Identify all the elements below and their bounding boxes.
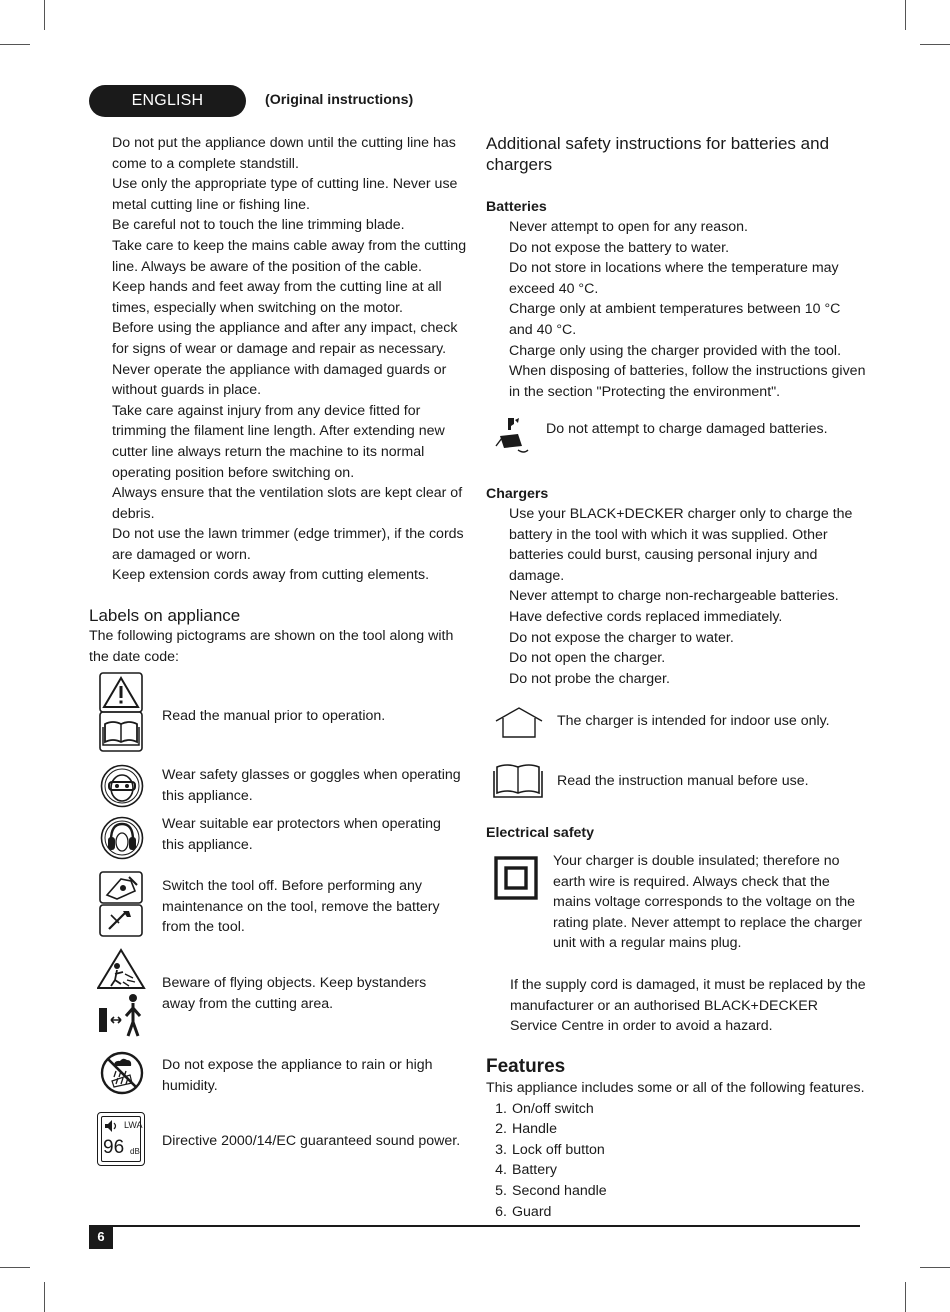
ear-protectors-icon [100, 816, 144, 860]
safety-item: Before using the appliance and after any impact, check for signs of wear or damage and repair as necessary. [112, 320, 458, 357]
feature-label: Handle [512, 1121, 557, 1138]
feature-number: 3. [495, 1141, 507, 1158]
feature-item [486, 1099, 866, 1120]
pictogram-text: Wear safety glasses or goggles when operating this appliance. [162, 767, 461, 804]
electrical-safety-heading: Electrical safety [486, 825, 595, 841]
feature-item [486, 1119, 866, 1140]
safety-item: Keep extension cords away from cutting elements. [112, 567, 430, 584]
charger-item: Do not probe the charger. [509, 670, 670, 687]
flying-objects-icon [97, 948, 147, 1040]
charger-item: Do not open the charger. [509, 650, 666, 667]
safety-item: Do not use the lawn trimmer (edge trimmer), if the cords are damaged or worn. [112, 526, 464, 563]
right-column [486, 133, 866, 402]
indoor-use-text: The charger is intended for indoor use only. [557, 713, 830, 729]
feature-item [486, 1140, 866, 1161]
charger-item: Use your BLACK+DECKER charger only to charge the battery in the tool with which it was supplied. Other batteries could burst, causing personal injury and damage. [509, 506, 853, 584]
speaker-icon [104, 1119, 118, 1133]
battery-item: Never attempt to open for any reason. [509, 219, 748, 235]
feature-number: 6. [495, 1203, 507, 1220]
feature-number: 2. [495, 1121, 507, 1138]
features-intro: This appliance includes some or all of the following features. [486, 1080, 865, 1096]
feature-label: Second handle [512, 1182, 607, 1199]
sound-value: 96 [103, 1137, 125, 1158]
battery-safety-heading: Additional safety instructions for batteries and chargers [486, 134, 830, 174]
pictogram-text: Switch the tool off. Before performing any maintenance on the tool, remove the battery from the tool. [162, 878, 440, 936]
battery-item: Do not store in locations where the temperature may exceed 40 °C. [509, 260, 839, 297]
crop-mark [0, 1267, 30, 1268]
double-insulated-text: Your charger is double insulated; therefore no earth wire is required. Always check that the mains voltage corresponds to the voltage on the rating plate. Never attempt to replace the charger unit with a regular mains plug. [553, 853, 863, 952]
feature-number: 4. [495, 1162, 507, 1179]
batteries-list [486, 217, 866, 402]
safety-item: Keep hands and feet away from the cutting line at all times, especially when switching on the motor. [112, 279, 442, 316]
charger-item: Have defective cords replaced immediately. [509, 608, 783, 625]
labels-intro: The following pictograms are shown on the tool along with the date code: [89, 628, 454, 665]
switch-off-maintenance-icon [99, 871, 143, 937]
sound-unit: dB [130, 1147, 140, 1156]
feature-item [486, 1202, 866, 1223]
features-heading: Features [486, 1056, 566, 1077]
safety-item: Never operate the appliance with damaged guards or without guards in place. [112, 361, 447, 399]
original-instructions-label: (Original instructions) [265, 92, 414, 108]
battery-item: Charge only at ambient temperatures between 10 °C and 40 °C. [509, 301, 841, 338]
safety-item: Take care against injury from any device fitted for trimming the filament line length. After extending new cutter line always return the machine to its normal operating position before switching on. [112, 402, 445, 481]
sound-power-badge [97, 1112, 145, 1166]
footer-rule [89, 1225, 860, 1227]
safety-list [89, 133, 469, 586]
charger-item: Do not expose the charger to water. [509, 629, 734, 646]
instruction-manual-icon [493, 762, 543, 800]
crop-mark [920, 44, 950, 45]
pictogram-text: Read the manual prior to operation. [162, 708, 386, 724]
damaged-battery-icon [494, 416, 532, 456]
feature-label: Battery [512, 1162, 557, 1179]
sound-label: LWA [124, 1120, 143, 1130]
labels-heading: Labels on appliance [89, 606, 241, 626]
double-insulated-icon [494, 856, 538, 900]
instruction-manual-text: Read the instruction manual before use. [557, 773, 809, 789]
features-list [486, 1099, 866, 1223]
language-badge: ENGLISH [89, 85, 246, 117]
battery-item: Charge only using the charger provided with the tool. [509, 342, 842, 359]
chargers-list [486, 504, 866, 689]
no-rain-icon [100, 1051, 144, 1095]
damaged-battery-text: Do not attempt to charge damaged batteries. [546, 421, 828, 437]
crop-mark [44, 0, 45, 30]
pictogram-text: Beware of flying objects. Keep bystanders away from the cutting area. [162, 975, 427, 1012]
features-section [486, 1056, 866, 1222]
crop-mark [44, 1282, 45, 1312]
batteries-heading: Batteries [486, 199, 547, 215]
safety-item: Be careful not to touch the line trimming blade. [112, 217, 405, 234]
sound-power-icon [97, 1112, 145, 1166]
feature-label: Lock off button [512, 1141, 605, 1158]
indoor-use-house-icon [494, 706, 544, 738]
page-number: 6 [89, 1225, 113, 1249]
supply-cord-text: If the supply cord is damaged, it must be replaced by the manufacturer or an authorised BLACK+DECKER Service Centre in order to avoid a hazard. [510, 977, 866, 1035]
chargers-heading: Chargers [486, 486, 549, 502]
safety-item: Use only the appropriate type of cutting line. Never use metal cutting line or fishing line. [112, 176, 458, 213]
feature-number: 1. [495, 1100, 507, 1117]
left-column [89, 133, 469, 667]
feature-label: On/off switch [512, 1100, 594, 1117]
crop-mark [0, 44, 30, 45]
crop-mark [905, 0, 906, 30]
battery-item: Do not expose the battery to water. [509, 239, 730, 256]
crop-mark [920, 1267, 950, 1268]
read-manual-warning-icon [99, 672, 143, 752]
feature-label: Guard [512, 1203, 552, 1220]
pictogram-text: Wear suitable ear protectors when operating this appliance. [162, 816, 441, 853]
pictogram-text: Directive 2000/14/EC guaranteed sound power. [162, 1133, 461, 1149]
safety-item: Do not put the appliance down until the cutting line has come to a complete standstill. [112, 135, 456, 172]
safety-item: Always ensure that the ventilation slots are kept clear of debris. [112, 485, 463, 522]
feature-item [486, 1160, 866, 1181]
chargers-section [486, 484, 866, 689]
safety-glasses-icon [100, 764, 144, 808]
pictogram-text: Do not expose the appliance to rain or high humidity. [162, 1057, 433, 1094]
feature-number: 5. [495, 1182, 507, 1199]
crop-mark [905, 1282, 906, 1312]
safety-item: Take care to keep the mains cable away from the cutting line. Always be aware of the position of the cable. [112, 237, 467, 275]
feature-item [486, 1181, 866, 1202]
charger-item: Never attempt to charge non-rechargeable batteries. [509, 588, 839, 605]
battery-item: When disposing of batteries, follow the instructions given in the section "Protecting the environment". [509, 363, 866, 400]
